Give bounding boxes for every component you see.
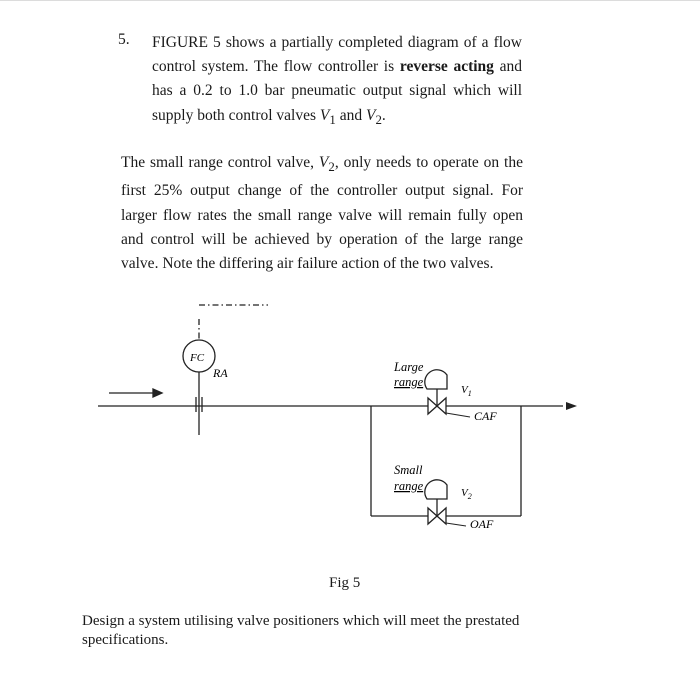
valve1-tag: $V_1$ <box>461 384 472 398</box>
caf-leader <box>446 413 470 417</box>
small-range-valve <box>425 480 447 524</box>
para1-line-2: control system. The flow controller is reverse acting and <box>152 58 522 76</box>
small-range-label-1: Small <box>394 463 423 477</box>
design-task-text: Design a system utilising valve positioners which will meet the prestated specifications. <box>82 613 520 648</box>
valve1-failure-label: CAF <box>474 409 497 423</box>
figure-caption: Fig 5 <box>329 575 361 591</box>
para1-line-3: has a 0.2 to 1.0 bar pneumatic output signal which will <box>152 82 522 100</box>
large-range-label-1: Large <box>394 360 424 374</box>
valve2-tag: $V_2$ <box>461 487 472 501</box>
para1-line-4: supply both control valves $V_1$ and $V_2$. <box>152 106 386 127</box>
reverse-acting-emphasis: reverse acting <box>399 58 494 76</box>
small-range-label-2: range <box>394 479 424 493</box>
valve2-failure-label: OAF <box>470 517 494 531</box>
oaf-leader <box>446 523 466 526</box>
large-range-label-2: range <box>394 375 424 389</box>
inlet-flow-arrow <box>109 389 162 397</box>
outlet-arrow-head <box>566 402 577 410</box>
para2-line-2: first 25% output change of the controller output signal. For <box>121 182 523 200</box>
para2-line-3: larger flow rates the small range valve will remain fully open <box>121 206 523 224</box>
para2-line-4: and control will be achieved by operation of the large range <box>121 230 523 248</box>
controller-tag: FC <box>190 352 205 364</box>
question-number: 5. <box>118 31 130 48</box>
para2-line-5: valve. Note the differing air failure action of the two valves. <box>121 254 494 272</box>
large-range-valve <box>425 370 447 414</box>
para1-line-1: FIGURE 5 shows a partially completed diagram of a flow <box>152 34 522 51</box>
controller-action: RA <box>213 366 228 380</box>
para2-line-1: The small range control valve, $V_2$, only needs to operate on the <box>121 154 523 175</box>
